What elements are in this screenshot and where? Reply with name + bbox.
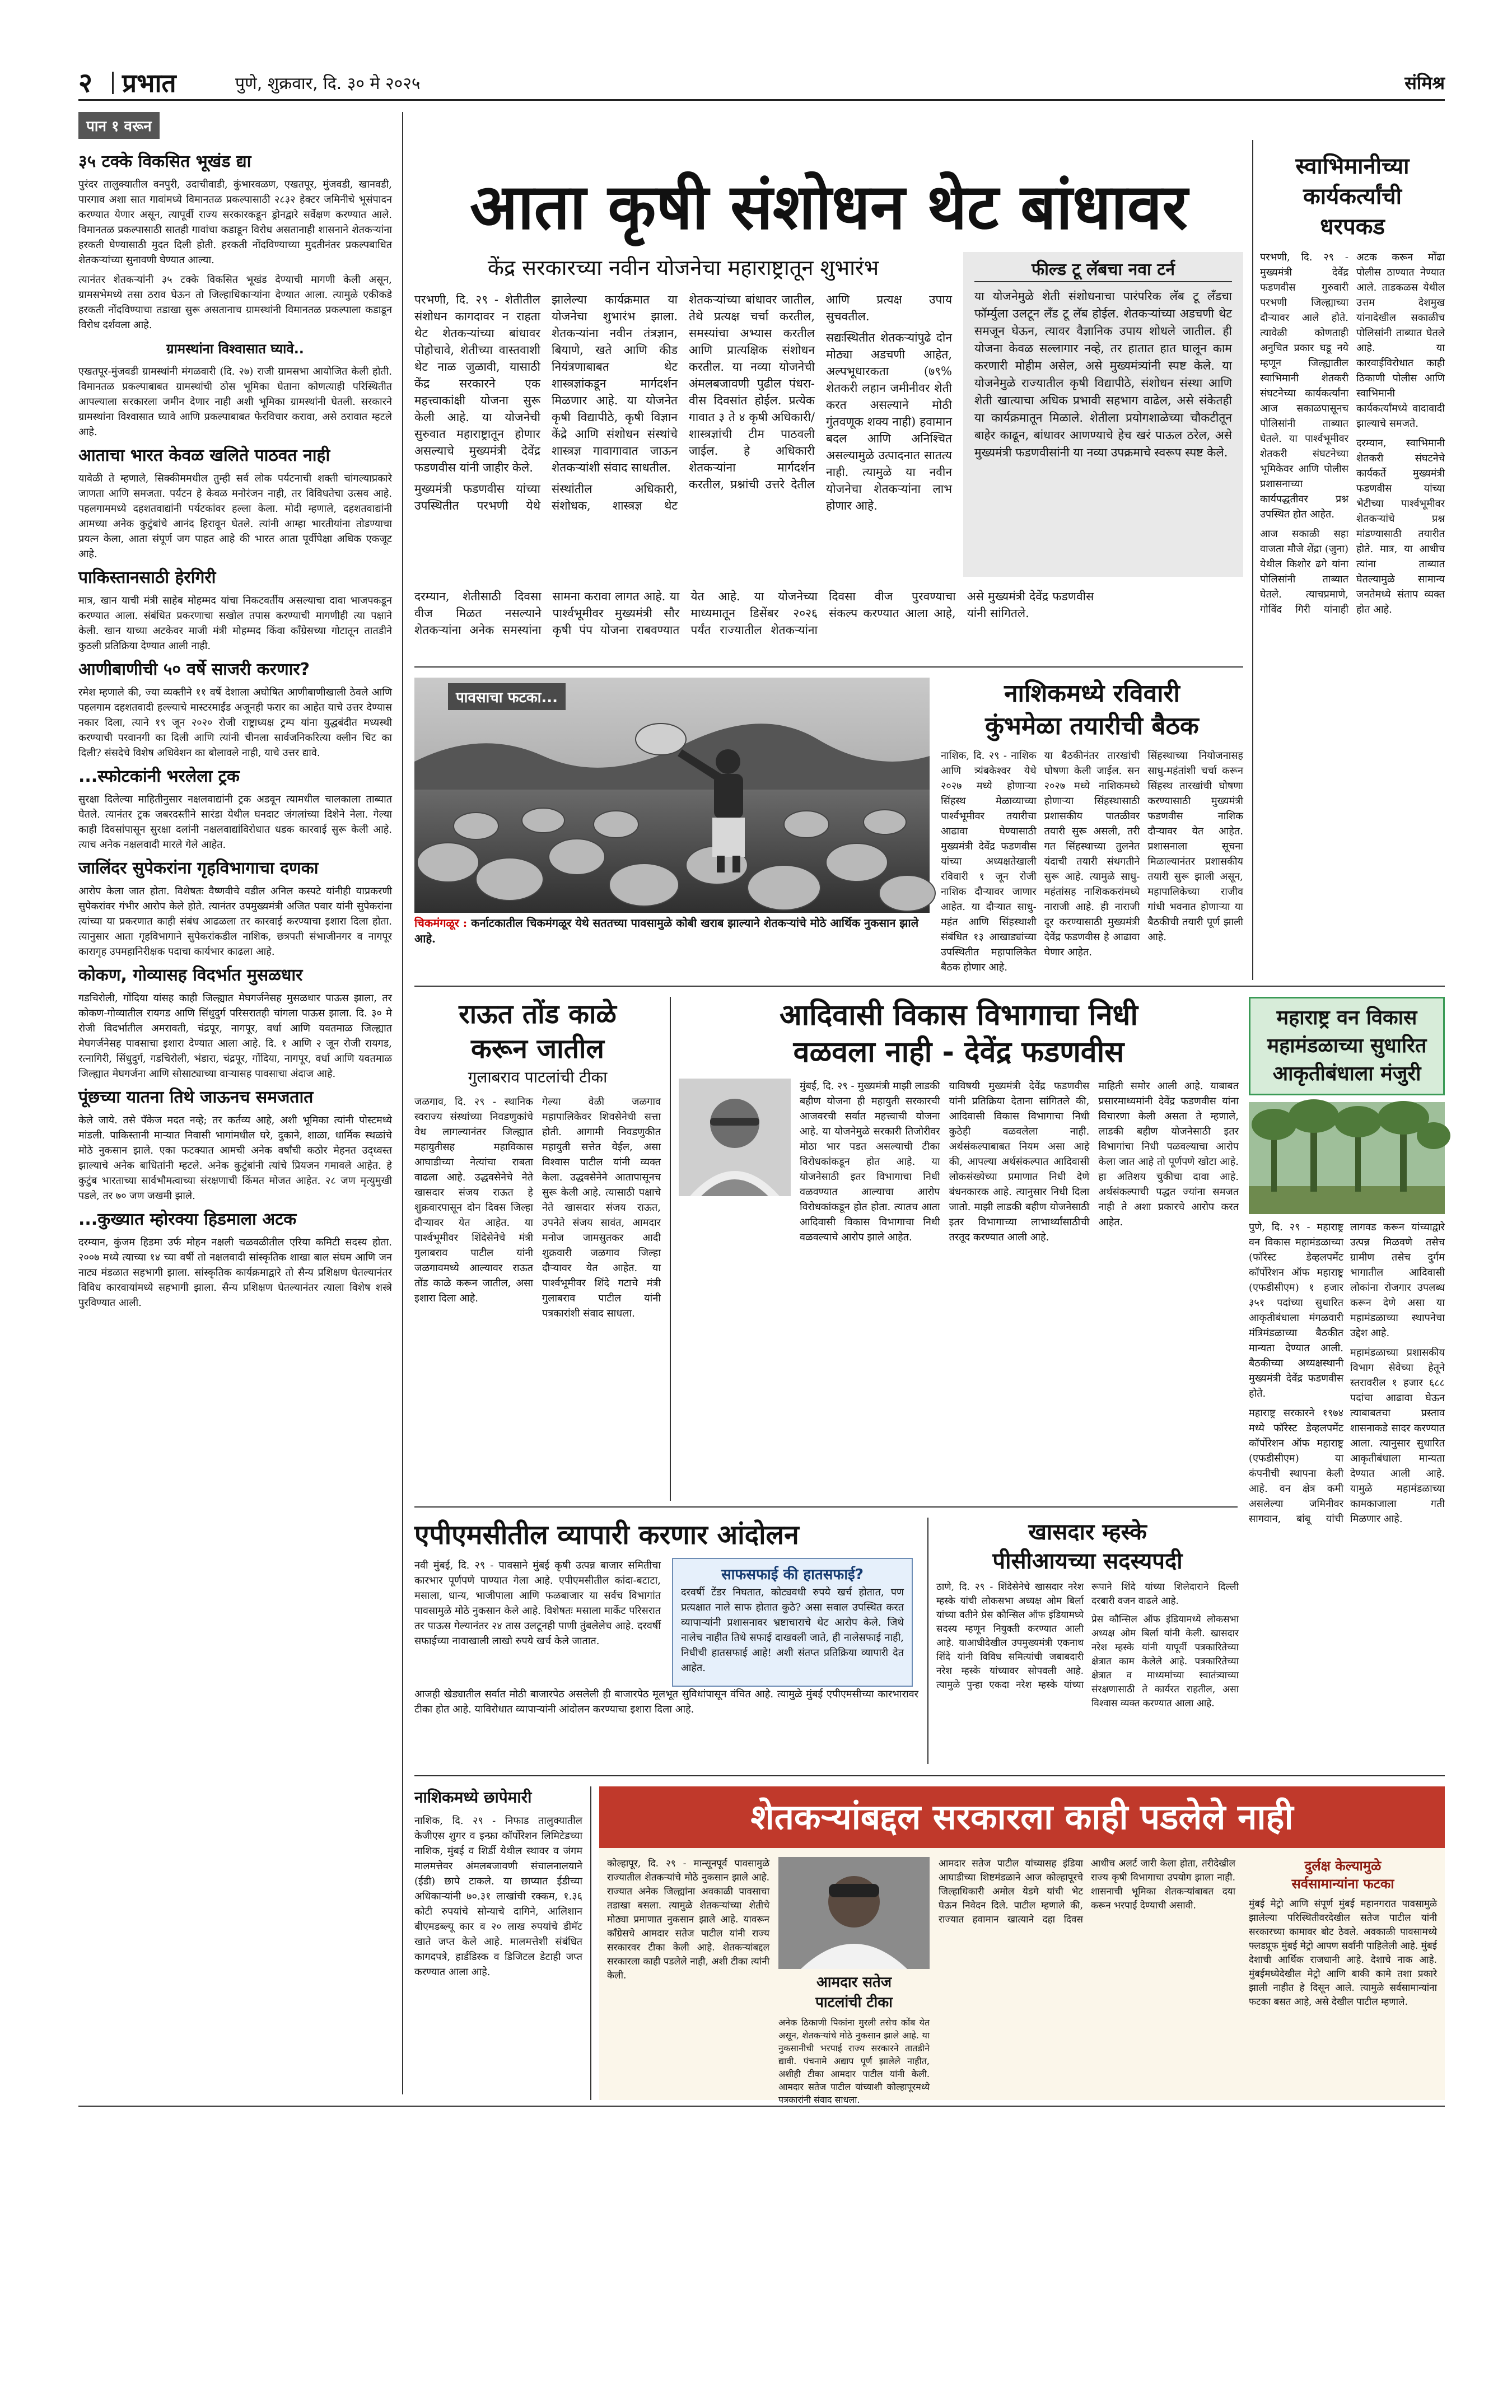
adivasi-story — [679, 997, 1239, 1501]
lead-para: सद्यःस्थितीत शेतकऱ्यांपुढे दोन मोठ्या अडचणी आहेत, अल्पभूधारकता (७९% शेतकरी लहान जमीनीवर शेती करत असल्याने मोठी गुंतवणूक शक्य नाही) हवामान बदल आणि अनिश्चित असल्यामुळे उत्पादनात सातत्य नाही. त्यामुळे या नवीन योजनेचा शेतकऱ्यांना लाभ होणार आहे. — [826, 331, 952, 512]
nashik-kumbh-para: नाशिक, दि. २९ - नाशिक आणि त्र्यंबकेश्वर येथे २०२७ मध्ये होणाऱ्या सिंहस्थ मेळाव्याच्या पार्श्वभूमीवर तयारीचा आढावा घेण्यासाठी मुख्यमंत्री देवेंद्र फडणवीस यांच्या अध्यक्षतेखाली रविवारी १ जून रोजी नाशिक दौऱ्यावर जाणार आहेत. या दौऱ्यात साधु-महंत आणि सिंहस्थाशी संबंधित १३ आखाड्यांच्या उपस्थितीत महापालिकेत बैठक होणार आहे. — [941, 750, 1037, 973]
satej-patil-portrait — [778, 1857, 930, 1969]
mhaske-para: ठाणे, दि. २९ - शिंदेसेनेचे खासदार नरेश म्हस्के यांची लोकसभा अध्यक्ष ओम बिर्ला यांच्या वतीने प्रेस कौन्सिल ऑफ इंडियामध्ये सदस्य म्हणून नियुक्ती करण्यात आली आहे. याआधीदेखील उपमुख्यमंत्री एकनाथ शिंदे यांनी विविध समित्यांची जबाबदारी नरेश म्हस्के यांच्यावर सोपवली आहे. त्यामुळे पुन्हा एकदा नरेश म्हस्के यांच्या रूपाने शिंदे यांच्या शिलेदाराने दिल्ली दरबारी वजन वाढले आहे. — [936, 1581, 1239, 1691]
field-to-lab-text: या योजनेमुळे शेती संशोधनाचा पारंपरिक लॅब टू लँडचा फॉर्म्युला उलटून लँड टू लॅब होईल. शेतकऱ्यांच्या अडचणी थेट समजून घेऊन, त्यावर वैज्ञानिक उपाय शोधले जातील. ही योजना केवळ सल्लागार नव्हे, तर हातात हात घालून काम करणारी मोहीम असेल, असे मुख्यमंत्र्यांनी स्पष्ट केले. या योजनेमुळे राज्यातील कृषी विद्यापीठे, संशोधन संस्था आणि शेती खात्याचा अधिक प्रभावी सहभाग वाढेल, असे संकेतही या कार्यक्रमातून मिळाले. शेतीला प्रयोगशाळेच्या चौकटीतून बाहेर काढून, बांधावर आणण्याचे हेच खरं पाऊल ठरेल, असे मुख्यमंत्री फडणवीसांनी या नव्या उपक्रमाचे स्वरूप स्पष्ट केले. — [974, 290, 1232, 459]
swabhimani-para: परभणी, दि. २९ - मुख्यमंत्री देवेंद्र फडणवीस गुरुवारी परभणी जिल्ह्याच्या दौऱ्यावर आले होते. त्यावेळी कोणताही अनुचित प्रकार घडू नये म्हणून जिल्ह्यातील स्वाभिमानी शेतकरी संघटनेच्या कार्यकर्त्यांना आज सकाळपासूनच पोलिसांनी ताब्यात घेतले. या पार्श्वभूमीवर शेतकरी संघटनेच्या भूमिकेवर आणि पोलीस प्रशासनाच्या कार्यपद्धतीवर प्रश्न उपस्थित होत आहेत. — [1260, 251, 1348, 520]
left-section-para: मात्र, खान याची मंत्री साहेब मोहम्मद यांचा निकटवर्तीय असल्याचा दावा भाजपकडून करण्यात आला. संबंधित प्रकरणाचा सखोल तपास करण्याची मागणीही त्या पक्षाने केली. खान याच्या अटकेवर माजी मंत्री मोहम्मद किंवा काँग्रेसच्या गोटातून तातडीने कुठली प्रतिक्रिया देण्यात आली नाही. — [78, 595, 392, 652]
column-divider — [1252, 140, 1253, 980]
forest-image — [1249, 1102, 1445, 1214]
left-section-title: ...कुख्यात म्होरक्या हिडमाला अटक — [78, 1210, 297, 1229]
adivasi-para: याविषयी मुख्यमंत्री देवेंद्र फडणवीस यांनी प्रतिक्रिया देताना सांगितले की, आदिवासी विकास विभागाचा निधी कुठेही वळवलेला नाही. अर्थसंकल्पाबाबत नियम असा आहे की, आपल्या अर्थसंकल्पात आदिवासी लोकसंख्येच्या प्रमाणात निधी देणे बंधनकारक आहे. त्यानुसार निधी दिला जातो. माझी लाडकी बहीण योजनेसाठी इतर विभागाच्या लाभार्थ्यांसाठीची तरतूद करण्यात आली आहे. — [949, 1080, 1090, 1243]
column-divider — [590, 1786, 591, 2100]
adivasi-headline-2: वळवला नाही - देवेंद्र फडणवीस — [793, 1035, 1124, 1069]
left-section-title: कोकण, गोव्यासह विदर्भात मुसळधार — [78, 965, 303, 985]
swabhimani-story — [1260, 151, 1445, 980]
apmc-headline: एपीएमसीतील व्यापारी करणार आंदोलन — [414, 1519, 799, 1551]
nashik-kumbh-story — [941, 678, 1243, 980]
dateline: पुणे, शुक्रवार, दि. ३० मे २०२५ — [235, 74, 421, 94]
nashik-raid-story — [414, 1786, 582, 2100]
raut-story — [414, 997, 661, 1501]
apmc-story — [414, 1518, 918, 1764]
section-rule — [414, 1506, 1238, 1508]
column-divider — [670, 997, 671, 1501]
page-bottom-rule — [78, 2106, 1445, 2107]
apmc-para: नवी मुंबई, दि. २९ - पावसाने मुंबई कृषी उत्पन्न बाजार समितीचा कारभार पूर्णपणे पाण्यात गेला आहे. एपीएमसीतील कांदा-बटाटा, मसाला, धान्य, भाजीपाला आणि फळबाजार या सर्वच विभागांत पावसामुळे मोठे नुकसान केले आहे. विशेषतः मसाला मार्केट परिसरात तर पाऊस गेल्यानंतर २४ तास उलटूनही पाणी तुंबलेलेच आहे. दरवर्षी सफाईच्या नावाखाली लाखो रुपये खर्च केले जातात. — [414, 1560, 661, 1647]
photo-caption-line-2: पाटलांची टीका — [815, 1994, 893, 2011]
left-section-title: आणीबाणीची ५० वर्षे साजरी करणार? — [78, 660, 310, 679]
caption-place: चिकमंगळूर : — [414, 916, 468, 930]
nashik-raid-para: नाशिक, दि. २९ - निफाड तालुक्यातील केजीएस शुगर व इन्फ्रा कॉर्पोरेशन लिमिटेडच्या नाशिक, मुंबई व शिर्डी येथील स्थावर व जंगम मालमत्तेवर अंमलबजावणी संचालनालयाने (ईडी) छापे टाकले. या छाप्यात ईडीच्या अधिकाऱ्यांनी ७०.३१ लाखांची रक्कम, १.३६ कोटी रुपयांचे सोन्याचे दागिने, आलिशान बीएमडब्ल्यू कार व २० लाख रुपयांचे डीमॅट खाते जप्त केले आहे. मालमत्तेशी संबंधित कागदपत्रे, हार्डडिस्क व डिजिटल डेटाही जप्त करण्यात आला आहे. — [414, 1815, 582, 1978]
nashik-kumbh-headline-2: कुंभमेळा तयारीची बैठक — [985, 712, 1199, 740]
left-section-para: दरम्यान, कुंजम हिडमा उर्फ मोहन नक्षली चळवळीतील एरिया कमिटी सदस्य होता. २००७ मध्ये त्याच्या १४ च्या वर्षी तो नक्षलवादी सांस्कृतिक शाखा बाल संघम आणि जन नाट्य मंडळात सहभागी झाला. सांस्कृतिक कार्यक्रमाद्वारे तो सैन्य प्रशिक्षण घेतल्यानंतर विविध कारवायांमध्ये सहभागी झाला. सैन्य प्रशिक्षण घेतल्यानंतर त्याला विशेष शस्त्रे पुरविण्यात आली. — [78, 1236, 392, 1309]
continued-label: पान १ वरून — [78, 112, 160, 139]
lead-para: मुख्यमंत्री फडणवीस यांच्या उपस्थितीत परभणी येथे झालेल्या कार्यक्रमात या योजनेचा शुभारंभ झाला. शेतकऱ्यांना नवीन तंत्रज्ञान, बियाणे, खते आणि कीड नियंत्रणाबाबत थेट शास्त्रज्ञांकडून मार्गदर्शन मिळणार आहे. या योजनेत कृषी विद्यापीठे, कृषी विज्ञान केंद्रे आणि संशोधन संस्थांचे शास्त्रज्ञ गावागावात जाऊन शेतकऱ्यांशी संवाद साधतील. — [414, 293, 678, 512]
farmers-feature — [599, 1786, 1445, 2105]
farmers-para: आमदार सतेज पाटील यांच्यासह इंडिया आघाडीच्या शिष्टमंडळाने आज कोल्हापूरचे जिल्हाधिकारी अमोल येडगे यांची भेट घेऊन निवेदन दिले. पाटील म्हणाले की, राज्यात हवामान खात्याने दहा दिवस आधीच अलर्ट जारी केला होता, तरीदेखील राज्य कृषी विभागाचा उपयोग झाला नाही. शासनाची भूमिका शेतकऱ्यांबाबत दया करून भरपाई देण्याची असावी. — [939, 1858, 1235, 1925]
section-rule — [414, 986, 1445, 987]
safai-text: दरवर्षी टेंडर निघतात, कोट्यवधी रुपये खर्च होतात, पण प्रत्यक्षात नाले साफ होतात कुठे? असा सवाल उपस्थित करत व्यापाऱ्यांनी प्रशासनावर भ्रष्टाचाराचे थेट आरोप केले. जिथे नालेच नाहीत तिथे सफाई दाखवली जाते, ही नालेसफाई नाही, निधीची हातसफाई आहे! अशी संतप्त प्रतिक्रिया व्यापारी देत आहेत. — [681, 1586, 904, 1674]
metro-box — [1249, 1857, 1437, 2092]
left-column — [78, 112, 392, 2094]
left-section-title: जालिंदर सुपेकरांना गृहविभागाचा दणका — [78, 858, 319, 878]
farmers-para: अनेक ठिकाणी पिकांना मुरली तसेच कोंब येत असून, शेतकऱ्यांचे मोठे नुकसान झाले आहे. या नुकसानीची भरपाई राज्य सरकारने तातडीने द्यावी. पंचनामे अद्याप पूर्ण झालेले नाहीत, अशीही टीका आमदार पाटील यांनी केली. आमदार सतेज पाटील यांच्याशी कोल्हापूरमध्ये पत्रकारांनी संवाद साधला. — [778, 2017, 930, 2105]
mhaske-story — [936, 1518, 1239, 1764]
left-section-para: यावेळी ते म्हणाले, सिक्कीममधील तुम्ही सर्व लोक पर्यटनाची शक्ती चांगल्याप्रकारे जाणता आणि समजता. पर्यटन हे केवळ मनोरंजन नाही, तर विविधतेचा उत्सव आहे. पहलगाममध्ये दहशतवाद्यांनी पर्यटकांवर हल्ला केला. मोदी म्हणाले, दहशतवाद्यांनी आमच्या अनेक कुटुंबांचे आनंद हिरावून घेतले. त्यांनी आम्हा भारतीयांना तोडण्याचा प्रयत्न केला, आता संपूर्ण जग पाहत आहे की भारत आता पूर्वीपेक्षा अधिक एकजूट आहे. — [78, 473, 392, 560]
portrait-image — [679, 1079, 791, 1196]
left-section-para: गडचिरोली, गोंदिया यांसह काही जिल्ह्यात मेघगर्जनेसह मुसळधार पाऊस झाला, तर कोकण-गोव्यातील रायगड आणि सिंधुदुर्ग परिसरातही चांगला पाऊस झाला. दि. ३० मे रोजी विदर्भातील अमरावती, चंद्रपूर, नागपूर, वर्धा आणि यवतमाळ जिल्ह्यात मेघगर्जनेसह पावसाचा इशारा देण्यात आला आहे. दि. १ आणि २ जून रोजी रायगड, रत्नागिरी, सिंधुदुर्ग, गडचिरोली, भंडारा, चंद्रपूर, गोंदिया, नागपूर, वर्धा आणि यवतमाळ जिल्ह्यात मेघगर्जना आणि सोसाट्याच्या वाऱ्यासह पावसाचा अंदाज आहे. — [78, 992, 392, 1080]
mhaske-headline-1: खासदार म्हस्के — [1028, 1519, 1147, 1545]
van-vikas-para: पुणे, दि. २९ - महाराष्ट्र वन विकास महामंडळाच्या (फॉरेस्ट डेव्हलपमेंट कॉर्पोरेशन ऑफ महाराष्ट्र (एफडीसीएम) १ हजार ३५१ पदांच्या सुधारित आकृतीबंधाला मंगळवारी मंत्रिमंडळाच्या बैठकीत मान्यता देण्यात आली. बैठकीच्या अध्यक्षस्थानी मुख्यमंत्री देवेंद्र फडणवीस होते. — [1249, 1221, 1343, 1399]
farmers-headline: शेतकऱ्यांबद्दल सरकारला काही पडलेले नाही — [750, 1796, 1294, 1837]
swabhimani-headline-1: स्वाभिमानीच्या — [1295, 153, 1410, 179]
field-to-lab-box — [963, 252, 1243, 577]
section-rule — [414, 666, 1243, 668]
raut-subheadline: गुलाबराव पाटलांची टीका — [468, 1068, 608, 1086]
nashik-kumbh-para: या बैठकीनंतर तारखांची घोषणा केली जाईल. सन २०२७ मध्ये नाशिकमध्ये होणाऱ्या सिंहस्थासाठी प्रशासकीय पातळीवर तयारी सुरू असली, तरी गत सिंहस्थाच्या तुलनेत यंदाची तयारी संथगतीने सुरू आहे. त्यामुळे साधु-महंतांसह नाशिककरांमध्ये नाराजी आहे. ही नाराजी दूर करण्यासाठी मुख्यमंत्री देवेंद्र फडणवीस हे आढावा घेणार आहेत. — [1044, 750, 1140, 958]
left-sections — [78, 151, 392, 1310]
lead-para: संस्थांतील अधिकारी, संशोधक, शास्त्रज्ञ थेट शेतकऱ्यांच्या बांधावर जातील, तेथे प्रत्यक्ष चर्चा करतील, समस्यांचा अभ्यास करतील आणि प्रात्यक्षिक संशोधन करतील. या नव्या योजनेची अंमलबजावणी पुढील पंधरा-वीस दिवसांत होईल. प्रत्येक गावात ३ ते ४ कृषी अधिकारी/शास्त्रज्ञांची टीम पाठवली जाईल. हे अधिकारी शेतकऱ्यांना मार्गदर्शन करतील, प्रश्नांची उत्तरे देतील आणि प्रत्यक्ष उपाय सुचवतील. — [552, 293, 952, 512]
lead-story-body — [414, 291, 952, 582]
column-divider — [927, 1518, 928, 1764]
swabhimani-para: दरम्यान, स्वाभिमानी शेतकरी संघटनेचे कार्यकर्ते मुख्यमंत्री फडणवीस यांच्या भेटीच्या पार्श्वभूमीवर शेतकऱ्यांचे प्रश्न मांडण्यासाठी तयारीत होते. मात्र, या आधीच त्यांना ताब्यात घेतल्यामुळे सामान्य जनतेमध्ये संताप व्यक्त होत आहे. — [1356, 437, 1445, 615]
adivasi-para: माहिती समोर आली आहे. याबाबत प्रसारमाध्यमांनी देवेंद्र फडणवीस यांना विचारणा केली असता ते म्हणाले, लाडकी बहीण योजनेसाठी इतर विभागांचा निधी पळवल्याचा आरोप केला जात आहे तो पूर्णपणे खोटा आहे. हा अतिशय चुकीचा दावा आहे. अर्थसंकल्पाची पद्धत ज्यांना समजत नाही ते अशा प्रकारचे आरोप करत आहेत. — [1098, 1080, 1239, 1228]
column-divider — [402, 112, 403, 2094]
nashik-raid-title: नाशिकमध्ये छापेमारी — [414, 1788, 532, 1807]
metro-box-text: मुंबई मेट्रो आणि संपूर्ण मुंबई महानगरात पावसामुळे झालेल्या परिस्थितीवरदेखील सतेज पाटील यांनी सरकारच्या कामावर बोट ठेवले. अवकाळी पावसामध्ये फ्लडप्रूफ मुंबई मेट्रो आपण सर्वांनी पाहिलेली आहे. मुंबई देशाची आर्थिक राजधानी आहे. देशाचे नाक आहे. मुंबईमध्येदेखील मेट्रो आणि बाकी कामे तशा प्रकारे झाली नाहीत हे दिसून आले. त्यामुळे सर्वसामान्यांना फटका बसत आहे, असे देखील पाटील म्हणाले. — [1249, 1898, 1437, 2008]
metro-box-title-2: सर्वसामान्यांना फटका — [1291, 1876, 1394, 1892]
newspaper-logo: प्रभात — [122, 68, 176, 98]
mhaske-headline-2: पीसीआयच्या सदस्यपदी — [992, 1548, 1183, 1574]
apmc-para: आजही खेड्यातील सर्वात मोठी बाजारपेठ असलेली ही बाजारपेठ मूलभूत सुविधांपासून वंचित आहे. त्यामुळे मुंबई एपीएमसीच्या कारभारावर टीका होत आहे. याविरोधात व्यापाऱ्यांनी आंदोलन करण्याचा इशारा दिला आहे. — [414, 1688, 918, 1715]
portrait-image — [778, 1857, 930, 1969]
lead-headline: आता कृषी संशोधन थेट बांधावर — [470, 171, 1188, 244]
safai-title: साफसफाई की हातसफाई? — [721, 1566, 864, 1583]
left-section-title: ...स्फोटकांनी भरलेला ट्रक — [78, 767, 240, 786]
left-section-title: आताचा भारत केवळ खलिते पाठवत नाही — [78, 446, 330, 465]
van-vikas-box — [1249, 997, 1445, 1747]
left-section-title: ३५ टक्के विकसित भूखंड द्या — [78, 152, 251, 171]
left-section-para: रमेश म्हणाले की, ज्या व्यक्तीने ११ वर्षे देशाला अघोषित आणीबाणीखाली ठेवले आणि पहलगाम दहशतवादी हल्ल्याचे मास्टरमाईंड अजूनही फरार का आहेत याचे उत्तर देण्यास नकार दिला, त्याने १९ जून २०२० रोजी राष्ट्राध्यक्ष ट्रम्प यांना युद्धबंदीत मध्यस्थी करण्याची परवानगी का दिली आणि त्यांनी चीनला सार्वजनिकरित्या क्लीन चिट का दिली? संसदेचे विशेष अधिवेशन का बोलावले नाही, याचे उत्तर द्यावे. — [78, 687, 392, 759]
fadnavis-portrait — [679, 1079, 791, 1196]
satej-patil-photo-block — [778, 1857, 930, 2105]
lead-subheadline: केंद्र सरकारच्या नवीन योजनेचा महाराष्ट्रातून शुभारंभ — [487, 255, 879, 280]
cabbage-field-photo — [414, 678, 930, 913]
raut-headline-2: करून जातील — [471, 1033, 604, 1065]
raut-para: जळगाव, दि. २९ - स्थानिक स्वराज्य संस्थांच्या निवडणुकांचे वेध लागल्यानंतर जिल्ह्यात महायुतीसह महाविकास आघाडीच्या नेत्यांचा राबता वाढला आहे. उद्धवसेनेचे नेते खासदार संजय राऊत हे शुक्रवारपासून दोन दिवस जिल्हा दौऱ्यावर येत आहेत. या पार्श्वभूमीवर शिंदेसेनेचे मंत्री गुलाबराव पाटील यांनी जळगावमध्ये आल्यावर राऊत तोंड काळे करून जातील, असा इशारा दिला आहे. — [414, 1096, 533, 1304]
section-label: संमिश्र — [1404, 72, 1445, 94]
mhaske-para: प्रेस कौन्सिल ऑफ इंडियामध्ये लोकसभा अध्यक्ष ओम बिर्ला यांनी केली. खासदार नरेश म्हस्के यांनी यापूर्वी पत्रकारितेच्या क्षेत्रात काम केलेले आहे. पत्रकारितेच्या क्षेत्रात व माध्यमांच्या स्वातंत्र्याच्या संरक्षणासाठी ते कार्यरत राहतील, असा विश्वास व्यक्त करण्यात आला आहे. — [1091, 1614, 1239, 1709]
farmers-para: कोल्हापूर, दि. २९ - मान्सूनपूर्व पावसामुळे राज्यातील शेतकऱ्यांचे मोठे नुकसान झाले आहे. राज्यात अनेक जिल्ह्यांना अवकाळी पावसाचा तडाखा बसला. त्यामुळे शेतकऱ्यांच्या शेतीचे मोठ्या प्रमाणात नुकसान झाले आहे. यावरून काँग्रेसचे आमदार सतेज पाटील यांनी राज्य सरकारवर टीका केली आहे. शेतकऱ्यांबद्दल सरकारला काही पडलेले नाही, अशी टीका त्यांनी केली. — [607, 1858, 769, 1981]
left-section-title: पूंछच्या यातना तिथे जाऊनच समजतात — [78, 1088, 314, 1107]
adivasi-headline-1: आदिवासी विकास विभागाचा निधी — [780, 998, 1138, 1032]
raut-para: गेल्या वेळी जळगाव महापालिकेवर शिवसेनेची सत्ता होती. आगामी निवडणुकीत महायुती सत्तेत येईल, असा विश्वास पाटील यांनी व्यक्त केला. उद्धवसेनेने आतापासूनच सुरू केली आहे. त्यासाठी पक्षाचे नेते खासदार संजय राऊत, उपनेते संजय सावंत, आमदार मनोज जामसुतकर आदी शुक्रवारी जळगाव जिल्हा दौऱ्यावर येत आहेत. या पार्श्वभूमीवर शिंदे गटाचे मंत्री गुलाबराव पाटील यांनी पत्रकारांशी संवाद साधला. — [542, 1096, 661, 1319]
raut-headline-1: राऊत तोंड काळे — [459, 998, 617, 1030]
left-section-para: पुरंदर तालुक्यातील वनपुरी, उदाचीवाडी, कुंभारवळण, एखतपूर, मुंजवडी, खानवडी, पारगाव अशा सात गावांमध्ये विमानतळ प्रकल्पासाठी २८३२ हेक्टर जमिनीचे भूसंपादन करण्यात येणार असून, त्यापूर्वी राज्य सरकारकडून ड्रोनद्वारे सर्वेक्षण करण्यात आले. विमानतळ प्रकल्पासाठी सातही गावांचा कडाडून विरोध असतानाही शासनाने शेतकऱ्यांना हरकती घेण्यासाठी मुदत दिली होती. हरकती नोंदविण्याच्या मुदतीनंतर प्रकल्पबाधित शेतकऱ्यांच्या सुनावणी घेण्यात आल्या. — [78, 179, 392, 266]
divider-bar — [112, 72, 114, 94]
van-vikas-para: महाराष्ट्र सरकारने १९७४ मध्ये फॉरेस्ट डेव्हलपमेंट कॉर्पोरेशन ऑफ महाराष्ट्र (एफडीसीएम) या कंपनीची स्थापना केली आहे. वन क्षेत्र कमी असलेल्या जमिनीवर सागवान, बांबू यांची लागवड करून यांच्याद्वारे उत्पन्न मिळवणे तसेच ग्रामीण तसेच दुर्गम भागातील आदिवासी लोकांना रोजगार उपलब्ध करून देणे असा या महामंडळाच्या स्थापनेचा उद्देश आहे. — [1249, 1221, 1445, 1525]
apmc-body-left — [414, 1558, 661, 1653]
masthead — [78, 67, 1445, 101]
van-vikas-para: महामंडळाच्या प्रशासकीय विभाग सेवेच्या हेतूने स्तरावरील १ हजार ६८८ पदांचा आढावा घेऊन त्याबाबतचा प्रस्ताव शासनाकडे सादर करण्यात आला. त्यानुसार सुधारित आकृतीबंधाला मान्यता देण्यात आली आहे. यामुळे महामंडळाच्या कामकाजाला गती मिळणार आहे. — [1350, 1347, 1445, 1525]
caption-text: कर्नाटकातील चिकमंगळूर येथे सततच्या पावसामुळे कोबी खराब झाल्याने शेतकऱ्यांचे मोठे आर्थिक नुकसान झाले आहे. — [414, 916, 919, 945]
swabhimani-headline-3: धरपकड — [1320, 214, 1385, 240]
forest-photo — [1249, 1102, 1445, 1214]
nashik-kumbh-headline-1: नाशिकमध्ये रविवारी — [1004, 679, 1180, 708]
swabhimani-para: आज सकाळी सहा वाजता मौजे शेंद्रा (जुना) येथील किशोर ढगे यांना पोलिसांनी ताब्यात घेतले. त्याचप्रमाणे, गोविंद गिरी यांनाही अटक करून मोंढा पोलीस ठाण्यात नेण्यात आले. ताडकळस येथील उत्तम देशमुख यांनादेखील सकाळीच पोलिसांनी ताब्यात घेतले आहे. या कारवाईविरोधात काही ठिकाणी पोलीस आणि स्वाभिमानी कार्यकर्त्यांमध्ये वादावादी झाल्याचे समजते. — [1260, 251, 1445, 615]
photo-story — [414, 678, 930, 946]
lead-para: दरम्यान, शेतीसाठी दिवसा वीज मिळत नसल्याने शेतकऱ्यांना अनेक समस्यांना सामना करावा लागत आहे. या पार्श्वभूमीवर मुख्यमंत्री सौर कृषी पंप योजना राबवण्यात येत आहे. या योजनेच्या माध्यमातून डिसेंबर २०२६ पर्यंत राज्यातील शेतकऱ्यांना दिवसा वीज पुरवण्याचा संकल्प करण्यात आला आहे, असे मुख्यमंत्री देवेंद्र फडणवीस यांनी सांगितले. — [414, 590, 1094, 637]
thrown-cabbage — [636, 724, 686, 755]
farmers-body — [607, 1857, 1240, 2105]
left-section-para: केले जाये. तसे पॅकेज मदत नव्हे; तर कर्तव्य आहे, अशी भूमिका त्यांनी पोस्टमध्ये मांडली. पाकिस्तानी माऱ्यात निवासी भागांमधील घरे, दुकाने, शाळा, धार्मिक स्थळांचे मोठे नुकसान झाले. एका फटक्यात आमची अनेक वर्षांची कठोर मेहनत उद्ध्वस्त झाल्याचे अनेक बाधितांनी म्हटले. अनेक कुटुंबांनी त्यांचे प्रियजन गमावले आहेत. हे कुटुंब भारताच्या सार्वभौमत्वाच्या संरक्षणाची किंमत मोजत आहेत. २८ जण मृत्युमुखी पडले, तर ७० जण जखमी झाले. — [78, 1114, 392, 1202]
left-section-para: त्यानंतर शेतकऱ्यांनी ३५ टक्के विकसित भूखंड देण्याची मागणी केली असून, ग्रामसभेमध्ये तसा ठराव घेऊन तो जिल्हाधिकाऱ्यांना देण्यात आला. त्यामुळे एकीकडे हरकती नोंदविण्याचा तडाखा सुरू असतानाच ग्रामस्थांनी विमानतळ प्रकल्पाला कडाडून विरोध दर्शवला आहे. — [78, 274, 392, 331]
photo-label: पावसाचा फटका... — [448, 683, 566, 710]
nashik-kumbh-para: सिंहस्थाच्या नियोजनासह साधु-महंतांशी चर्चा करून सिंहस्थ तारखांची घोषणा करण्यासाठी मुख्यमंत्री फडणवीस नाशिक दौऱ्यावर येत आहेत. प्रशासनाला सूचना मिळाल्यानंतर प्रशासकीय तयारी सुरू झाली असून, महापालिकेच्या राजीव गांधी भवनात होणाऱ्या या बैठकीची तयारी पूर्ण झाली आहे. — [1147, 750, 1243, 943]
left-section-para: एखतपूर-मुंजवडी ग्रामस्थांनी मंगळवारी (दि. २७) राजी ग्रामसभा आयोजित केली होती. विमानतळ प्रकल्पाबाबत ग्रामस्थांची ठोस भूमिका घेताना कोणत्याही परिस्थितीत आपल्याला सरकारला जमीन देणार नाही अशी भूमिका ग्रामस्थांनी घेतली. सरकारने ग्रामस्थांना विश्वासात घ्यावे आणि प्रकल्पाबाबत फेरविचार करावा, असे ठरावात म्हटले आहे. — [78, 366, 392, 438]
photo-caption-line-1: आमदार सतेज — [816, 1974, 892, 1991]
adivasi-para: मुंबई, दि. २९ - मुख्यमंत्री माझी लाडकी बहीण योजना ही महायुती सरकारची आजवरची सर्वात महत्त्वाची योजना आहे. या योजनेमुळे सरकारी तिजोरीवर मोठा भार पडत असल्याची टीका विरोधकांकडून होत आहे. या योजनेसाठी इतर विभागाचा निधी वळवण्यात आल्याचा आरोप विरोधकांकडून होत होता. त्यातच आता आदिवासी विकास विभागाचा निधी वळवल्याचे आरोप झाले आहेत. — [800, 1080, 940, 1243]
lead-para: परभणी, दि. २९ - शेतीतील संशोधन कागदावर न राहता थेट शेतकऱ्यांच्या बांधावर पोहोचावे, शेतीच्या वास्तवाशी थेट नाळ जुळावी, यासाठी केंद्र सरकारने एक महत्त्वाकांक्षी योजना सुरू केली आहे. या योजनेची सुरुवात महाराष्ट्रातून होणार असल्याचे मुख्यमंत्री देवेंद्र फडणवीस यांनी जाहीर केले. — [414, 293, 540, 474]
farmers-headline-banner — [599, 1786, 1445, 1848]
photo-caption — [414, 915, 930, 946]
page-number: २ — [78, 67, 92, 99]
farmer-cabbage-image — [414, 678, 930, 913]
section-rule — [414, 1775, 1445, 1776]
left-section-para: सुरक्षा दिलेल्या माहितीनुसार नक्षलवाद्यांनी ट्रक अडवून त्यामधील चालकाला ताब्यात घेतले. त्यानंतर ट्रक जबरदस्तीने सारंडा येथील घनदाट जंगलांच्या दिशेने नेला. गेल्या काही दिवसांपासून सुरक्षा दलांनी नक्षलवाद्यांविरोधात धडक कारवाई सुरू केली आहे. त्याच अनेक नक्षलवादी मारले गेले आहेत. — [78, 794, 392, 851]
lead-story-body-continued — [414, 588, 1232, 661]
swabhimani-headline-2: कार्यकर्त्यांची — [1303, 184, 1402, 209]
left-section-title: पाकिस्तानसाठी हेरगिरी — [78, 568, 216, 587]
metro-box-title-1: दुर्लक्ष केल्यामुळे — [1304, 1858, 1382, 1874]
field-to-lab-title: फील्ड टू लॅबचा नवा टर्न — [974, 259, 1232, 282]
safai-box — [672, 1558, 913, 1687]
left-section-title: ग्रामस्थांना विश्वासात घ्यावे.. — [166, 341, 304, 357]
van-vikas-title: महाराष्ट्र वन विकास महामंडळाच्या सुधारित आकृतीबंधाला मंजुरी — [1249, 997, 1445, 1095]
left-section-para: आरोप केला जात होता. विशेषतः वैष्णवीचे वडील अनिल कस्पटे यांनीही याप्रकरणी सुपेकरांवर गंभीर आरोप केले होते. त्यानंतर उपमुख्यमंत्री अजित पवार यांनी सुपेकरांना त्यांच्या या प्रकरणात काही संबंध आढळला तर कारवाई करण्याचा इशारा दिला होता. त्यानुसार आता गृहविभागाने सुपेकरांकडील नाशिक, छत्रपती संभाजीनगर व नागपूर कारागृह उपमहानिरीक्षक पदाचा कार्यभार काढला आहे. — [78, 885, 392, 958]
